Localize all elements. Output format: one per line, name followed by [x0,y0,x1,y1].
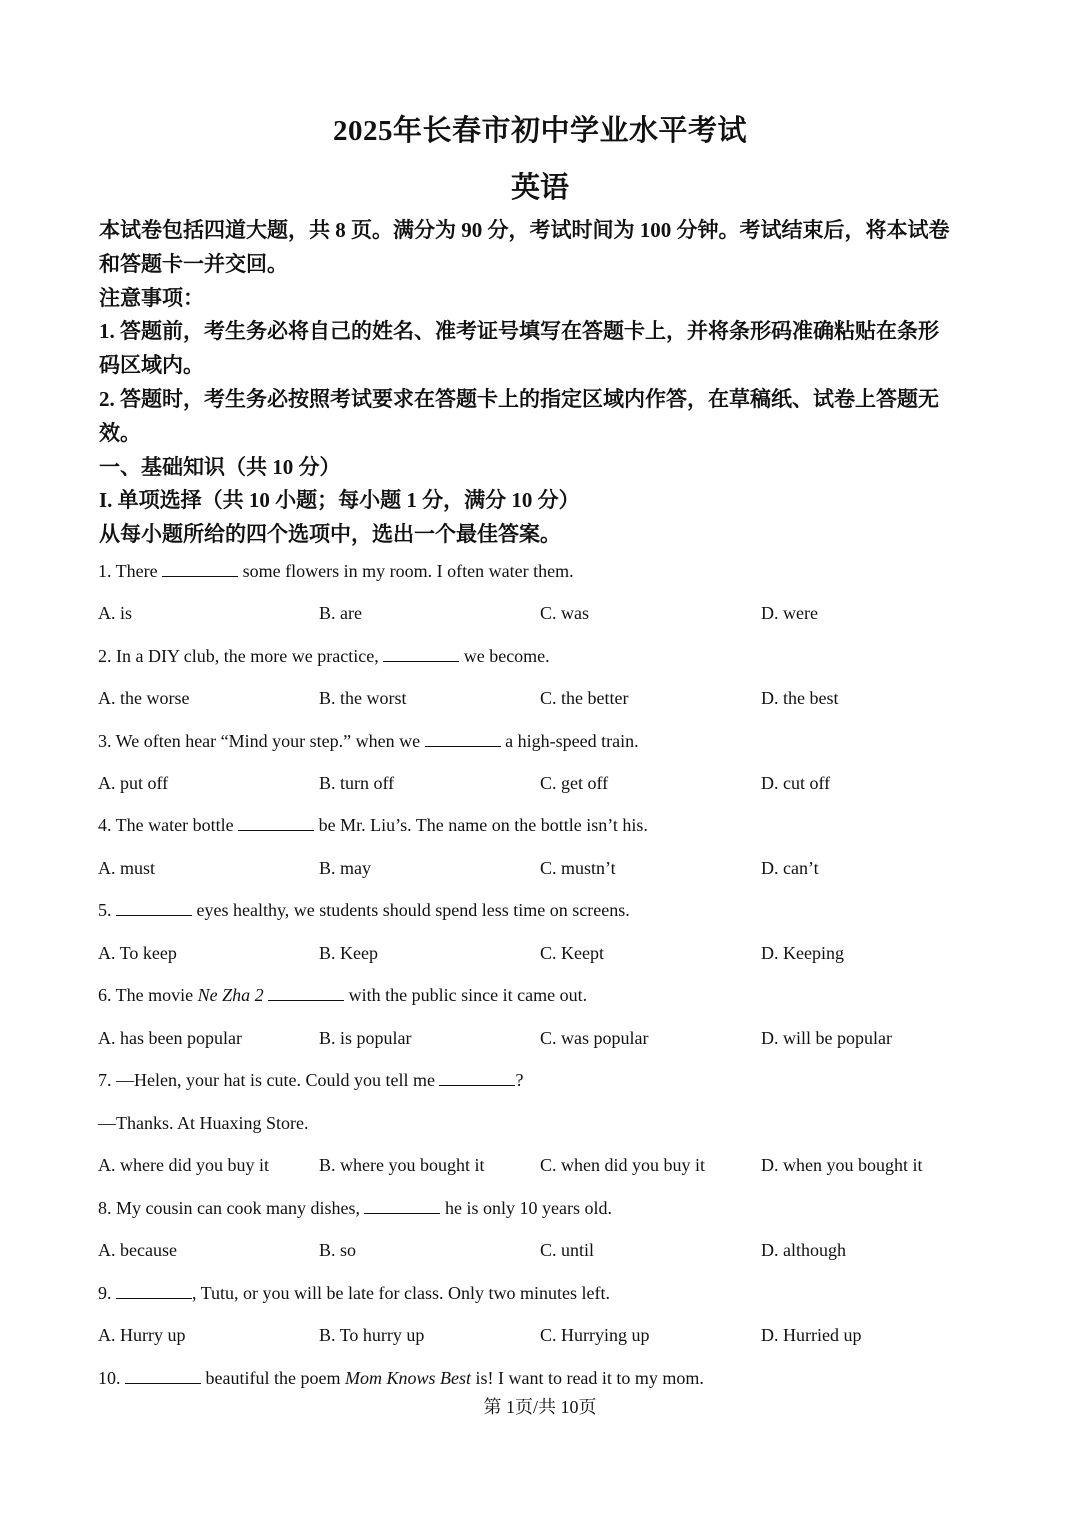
question-5-options [98,941,998,965]
option-a: A. because [98,1240,177,1260]
answer-blank [268,984,344,1001]
question-7-reply: —Thanks. At Huaxing Store. [98,1113,309,1133]
answer-blank [116,1282,192,1299]
note-2-line: 效。 [99,420,141,445]
option-a: A. is [98,603,133,623]
option-d: D. when you bought it [761,1155,923,1175]
question-3: 3. We often hear “Mind your step.” when we a high-speed train. [98,731,639,751]
page-number: 第 1页/共 10页 [483,1397,597,1417]
option-a: A. where did you buy it [98,1155,269,1175]
option-b: B. the worst [319,688,407,708]
option-c: C. the better [540,688,629,708]
part-instruction: 从每小题所给的四个选项中，选出一个最佳答案。 [99,522,561,547]
answer-blank [116,899,192,916]
answer-blank [125,1367,201,1384]
option-c: C. Keept [540,943,604,963]
question-7: 7. —Helen, your hat is cute. Could you tell me ? [98,1070,524,1090]
option-c: C. Hurrying up [540,1325,650,1345]
intro-line: 本试卷包括四道大题，共 8 页。满分为 90 分，考试时间为 100 分钟。考试结束后，将本试卷 [99,218,950,242]
option-c: C. was popular [540,1028,649,1048]
option-d: D. will be popular [761,1028,892,1048]
exam-title: 2025年长春市初中学业水平考试 [332,115,747,147]
answer-blank [425,730,501,747]
question-3-options [98,771,998,795]
option-c: C. until [540,1240,595,1260]
answer-blank [364,1197,440,1214]
option-b: B. are [319,603,362,623]
question-4: 4. The water bottle be Mr. Liu’s. The name on the bottle isn’t his. [98,815,648,835]
option-c: C. get off [540,773,609,793]
option-a: A. To keep [98,943,177,963]
question-2-options [98,686,998,710]
option-b: B. so [319,1240,357,1260]
exam-subject: 英语 [510,172,569,204]
question-7-options [98,1153,998,1177]
option-a: A. Hurry up [98,1325,186,1345]
exam-instructions [99,214,989,552]
option-d: D. although [761,1240,846,1260]
question-6: 6. The movie Ne Zha 2 with the public since it came out. [98,985,588,1005]
option-c: C. when did you buy it [540,1155,705,1175]
question-1: 1. There some flowers in my room. I often water them. [98,561,574,581]
option-c: C. mustn’t [540,858,616,878]
note-1-line: 码区域内。 [99,353,204,378]
poem-title: Mom Knows Best [344,1368,471,1388]
option-c: C. was [540,603,589,623]
option-a: A. the worse [98,688,190,708]
option-d: D. were [761,603,818,623]
option-b: B. turn off [319,773,395,793]
question-4-options [98,856,998,880]
option-a: A. has been popular [98,1028,242,1048]
option-d: D. Keeping [761,943,844,963]
option-b: B. To hurry up [319,1325,425,1345]
option-a: A. put off [98,773,169,793]
notes-label: 注意事项： [99,285,204,310]
section-heading: 一、基础知识（共 10 分） [99,454,341,479]
question-8-options [98,1238,998,1262]
question-5: 5. eyes healthy, we students should spend less time on screens. [98,900,630,920]
answer-blank [383,645,459,662]
intro-line: 和答题卡一并交回。 [99,251,288,276]
option-b: B. where you bought it [319,1155,485,1175]
question-2: 2. In a DIY club, the more we practice, we become. [98,646,550,666]
question-8: 8. My cousin can cook many dishes, he is only 10 years old. [98,1198,612,1218]
option-d: D. cut off [761,773,831,793]
option-b: B. may [319,858,371,878]
option-b: B. is popular [319,1028,412,1048]
answer-blank [439,1069,515,1086]
option-d: D. Hurried up [761,1325,862,1345]
option-d: D. the best [761,688,839,708]
option-a: A. must [98,858,156,878]
movie-title: Ne Zha 2 [197,985,264,1005]
question-9: 9. , Tutu, or you will be late for class. Only two minutes left. [98,1283,610,1303]
question-1-options [98,601,998,625]
note-1-line: 1. 答题前，考生务必将自己的姓名、准考证号填写在答题卡上，并将条形码准确粘贴在条形 [99,319,939,344]
question-9-options [98,1323,998,1347]
question-10: 10. beautiful the poem Mom Knows Best is! I want to read it to my mom. [98,1368,704,1388]
part-heading: I. 单项选择（共 10 小题；每小题 1 分，满分 10 分） [99,488,580,513]
answer-blank [238,814,314,831]
option-d: D. can’t [761,858,819,878]
option-b: B. Keep [319,943,378,963]
answer-blank [162,560,238,577]
question-6-options [98,1026,998,1050]
note-2-line: 2. 答题时，考生务必按照考试要求在答题卡上的指定区域内作答，在草稿纸、试卷上答题无 [99,386,939,411]
